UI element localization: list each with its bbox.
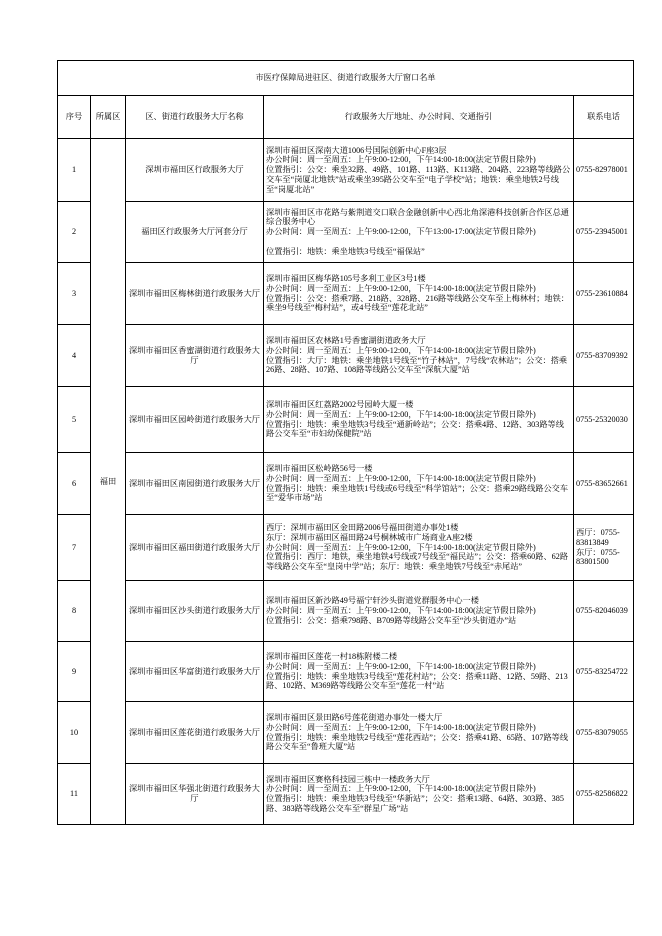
hall-address: 深圳市福田区农林路1号香蜜湖街道政务大厅 (266, 336, 426, 346)
hall-name: 深圳市福田区南园街道行政服务大厅 (126, 453, 264, 515)
hall-name: 深圳市福田区园岭街道行政服务大厅 (126, 387, 264, 453)
hall-address: 深圳市福田区莲花一村18栋附楼二楼 (266, 652, 398, 662)
contact-phone: 0755-23610884 (574, 263, 634, 325)
header-hall-name: 区、街道行政服务大厅名称 (126, 96, 264, 139)
office-hours: 办公时间：周一至周五：上午9:00-12:00，下午14:00-18:00(法定节假日除外) (266, 283, 536, 293)
table-row (58, 263, 634, 325)
contact-phone: 0755-82046039 (574, 581, 634, 642)
hall-address: 深圳市福田区深南大道1006号国际创新中心F座3层 (266, 145, 447, 155)
table-row (58, 764, 634, 825)
table-row (58, 387, 634, 453)
row-index: 7 (58, 515, 91, 581)
row-index: 5 (58, 387, 91, 453)
directions: 位置指引：公交：搭乘798路、B709路等线路公交车至“沙头街道办”站 (266, 615, 517, 625)
directions: 位置指引：大厅：地铁：乘坐地铁1号线至“竹子林站”，7号线“农林站”；公交：搭乘26路、28路、107路、108路等线路公交车至“深航大厦”站 (266, 355, 568, 375)
hall-details (264, 453, 574, 515)
table-row (58, 202, 634, 263)
district-cell: 福田 (91, 139, 126, 825)
table-row (58, 702, 634, 764)
row-index: 9 (58, 642, 91, 702)
title-row (58, 61, 634, 96)
office-hours: 办公时间：周一至周五：上午9:00-12:00，下午14:00-18:00(法定节假日除外) (266, 409, 536, 419)
document-title: 市医疗保障局进驻区、街道行政服务大厅窗口名单 (58, 61, 634, 96)
hall-name: 深圳市福田区行政服务大厅 (126, 139, 264, 202)
contact-phone: 0755-25320030 (574, 387, 634, 453)
contact-phone (574, 515, 634, 581)
table-row (58, 642, 634, 702)
contact-phone: 0755-83079055 (574, 702, 634, 764)
hall-address-west: 西厅：深圳市福田区金田路2006号福田街道办事处1楼 (266, 523, 459, 533)
row-index: 3 (58, 263, 91, 325)
hall-address: 深圳市福田区赛格科技园三栋中一楼政务大厅 (266, 774, 430, 784)
hall-address-east: 东厅：深圳市福田区福田路24号桐林城市广场商业A座2楼 (266, 532, 473, 542)
hall-details (264, 325, 574, 387)
directions: 位置指引：地铁：乘坐地铁3号线至“福保站” (266, 246, 425, 256)
row-index: 1 (58, 139, 91, 202)
office-hours: 办公时间：周一至周五：上午9:00-12:00，下午14:00-18:00(法定节假日除外) (266, 542, 536, 552)
contact-phone: 0755-83652661 (574, 453, 634, 515)
header-row (58, 96, 634, 139)
office-hours: 办公时间：周一至周五：上午9:00-12:00，下午14:00-18:00(法定节假日除外) (266, 722, 536, 732)
row-index: 2 (58, 202, 91, 263)
hall-address: 深圳市福田区市花路与紫荆道交口联合金融创新中心西北角深港科技创新合作区总通综合服务中心 (266, 207, 569, 227)
contact-phone: 0755-82586822 (574, 764, 634, 825)
directions: 位置指引：公交：乘坐32路、49路、101路、113路、K113路、204路、223路等线路公交车至“岗厦北地铁”站或乘坐395路公交车至“电子学校”站；地铁：乘坐地铁2号线至“岗厦北站” (266, 165, 571, 194)
header-index: 序号 (58, 96, 91, 139)
row-index: 8 (58, 581, 91, 642)
contact-phone-east: 东厅：0755-83801500 (576, 547, 620, 567)
office-hours: 办公时间：周一至周五：上午9:00-12:00，下午14:00-18:00(法定节假日除外) (266, 661, 536, 671)
hall-details (264, 263, 574, 325)
header-district: 所属区 (91, 96, 126, 139)
hall-address: 深圳市福田区松岭路56号一楼 (266, 464, 373, 474)
table-row (58, 139, 634, 202)
table-row (58, 453, 634, 515)
hall-address: 深圳市福田区新沙路49号福宁轩沙头街道党群服务中心一楼 (266, 596, 479, 606)
row-index: 6 (58, 453, 91, 515)
hall-name: 福田区行政服务大厅河套分厅 (126, 202, 264, 263)
table-row (58, 515, 634, 581)
hall-details (264, 387, 574, 453)
row-index: 11 (58, 764, 91, 825)
header-phone: 联系电话 (574, 96, 634, 139)
hall-name: 深圳市福田区莲花街道行政服务大厅 (126, 702, 264, 764)
directions: 位置指引：公交：搭乘7路、218路、328路、216路等线路公交车至上梅林村；地铁：乘坐9号线至“梅村站”，或4号线至“莲花北站” (266, 293, 569, 313)
contact-phone: 0755-83254722 (574, 642, 634, 702)
hall-details (264, 702, 574, 764)
contact-phone: 0755-82978001 (574, 139, 634, 202)
contact-phone: 0755-83709392 (574, 325, 634, 387)
table-row (58, 581, 634, 642)
office-hours: 办公时间：周一至周五：上午9:00-12:00，下午14:00-18:00(法定节假日除外) (266, 473, 536, 483)
office-hours: 办公时间：周一至周五：上午9:00-12:00，下午14:00-18:00(法定节假日除外) (266, 784, 536, 794)
office-hours: 办公时间：周一至周五：上午9:00-12:00，下午14:00-18:00(法定节假日除外) (266, 345, 536, 355)
header-details: 行政服务大厅地址、办公时间、交通指引 (264, 96, 574, 139)
hall-details (264, 642, 574, 702)
hall-address: 深圳市福田区景田路6号莲花街道办事处一楼大厅 (266, 713, 443, 723)
hall-name: 深圳市福田区梅林街道行政服务大厅 (126, 263, 264, 325)
directions: 位置指引：地铁：乘坐地铁3号线至“华新站”；公交：搭乘13路、64路、303路、385路、383路等线路公交车至“群星广场”站 (266, 794, 564, 813)
contact-phone-west: 西厅：0755-83813849 (576, 528, 620, 547)
directions: 位置指引：地铁：乘坐地铁3号线至“莲花村站”；公交：搭乘11路、12路、59路、213路、102路、M369路等线路公交车至“莲花一村”站 (266, 671, 568, 691)
directions: 位置指引：地铁：乘坐地铁3号线至“通新岭站”；公交：搭乘4路、12路、303路等线路公交车至“市妇幼保健院”站 (266, 419, 564, 439)
service-hall-table (57, 60, 634, 825)
hall-name: 深圳市福田区香蜜湖街道行政服务大厅 (126, 325, 264, 387)
blank-line (266, 237, 571, 247)
row-index: 4 (58, 325, 91, 387)
hall-name: 深圳市福田区华强北街道行政服务大厅 (126, 764, 264, 825)
contact-phone: 0755-23945001 (574, 202, 634, 263)
hall-name: 深圳市福田区沙头街道行政服务大厅 (126, 581, 264, 642)
hall-details (264, 515, 574, 581)
hall-name: 深圳市福田区福田街道行政服务大厅 (126, 515, 264, 581)
office-hours: 办公时间：周一至周五：上午9:00-12:00，下午13:00-17:00(法定节假日除外) (266, 227, 536, 237)
hall-address: 深圳市福田区梅华路105号多利工业区3号1楼 (266, 274, 426, 284)
table-row (58, 325, 634, 387)
office-hours: 办公时间：周一至周五：上午9:00-12:00，下午14:00-18:00(法定节假日除外) (266, 155, 536, 165)
hall-details (264, 764, 574, 825)
hall-details (264, 581, 574, 642)
office-hours: 办公时间：周一至周五：上午9:00-12:00，下午14:00-18:00(法定节假日除外) (266, 606, 536, 616)
hall-address: 深圳市福田区红荔路2002号园岭大厦一楼 (266, 400, 414, 410)
directions: 位置指引：地铁：乘坐地铁2号线至“莲花西站”；公交：搭乘41路、65路、107路等线路公交车至“鲁班大厦”站 (266, 732, 569, 752)
row-index: 10 (58, 702, 91, 764)
hall-details (264, 139, 574, 202)
directions: 位置指引：西厅：地铁，乘坐地铁4号线或7号线至“福民站”；公交：搭乘60路、62路等线路公交车至“皇岗中学”站；东厅：地铁：乘坐地铁7号线至“赤尾站” (266, 552, 569, 572)
hall-details (264, 202, 574, 263)
hall-name: 深圳市福田区华富街道行政服务大厅 (126, 642, 264, 702)
directions: 位置指引：地铁：乘坐地铁1号线或6号线至“科学馆站”；公交：搭乘29路线路公交车至“爱华市场”站 (266, 483, 569, 503)
